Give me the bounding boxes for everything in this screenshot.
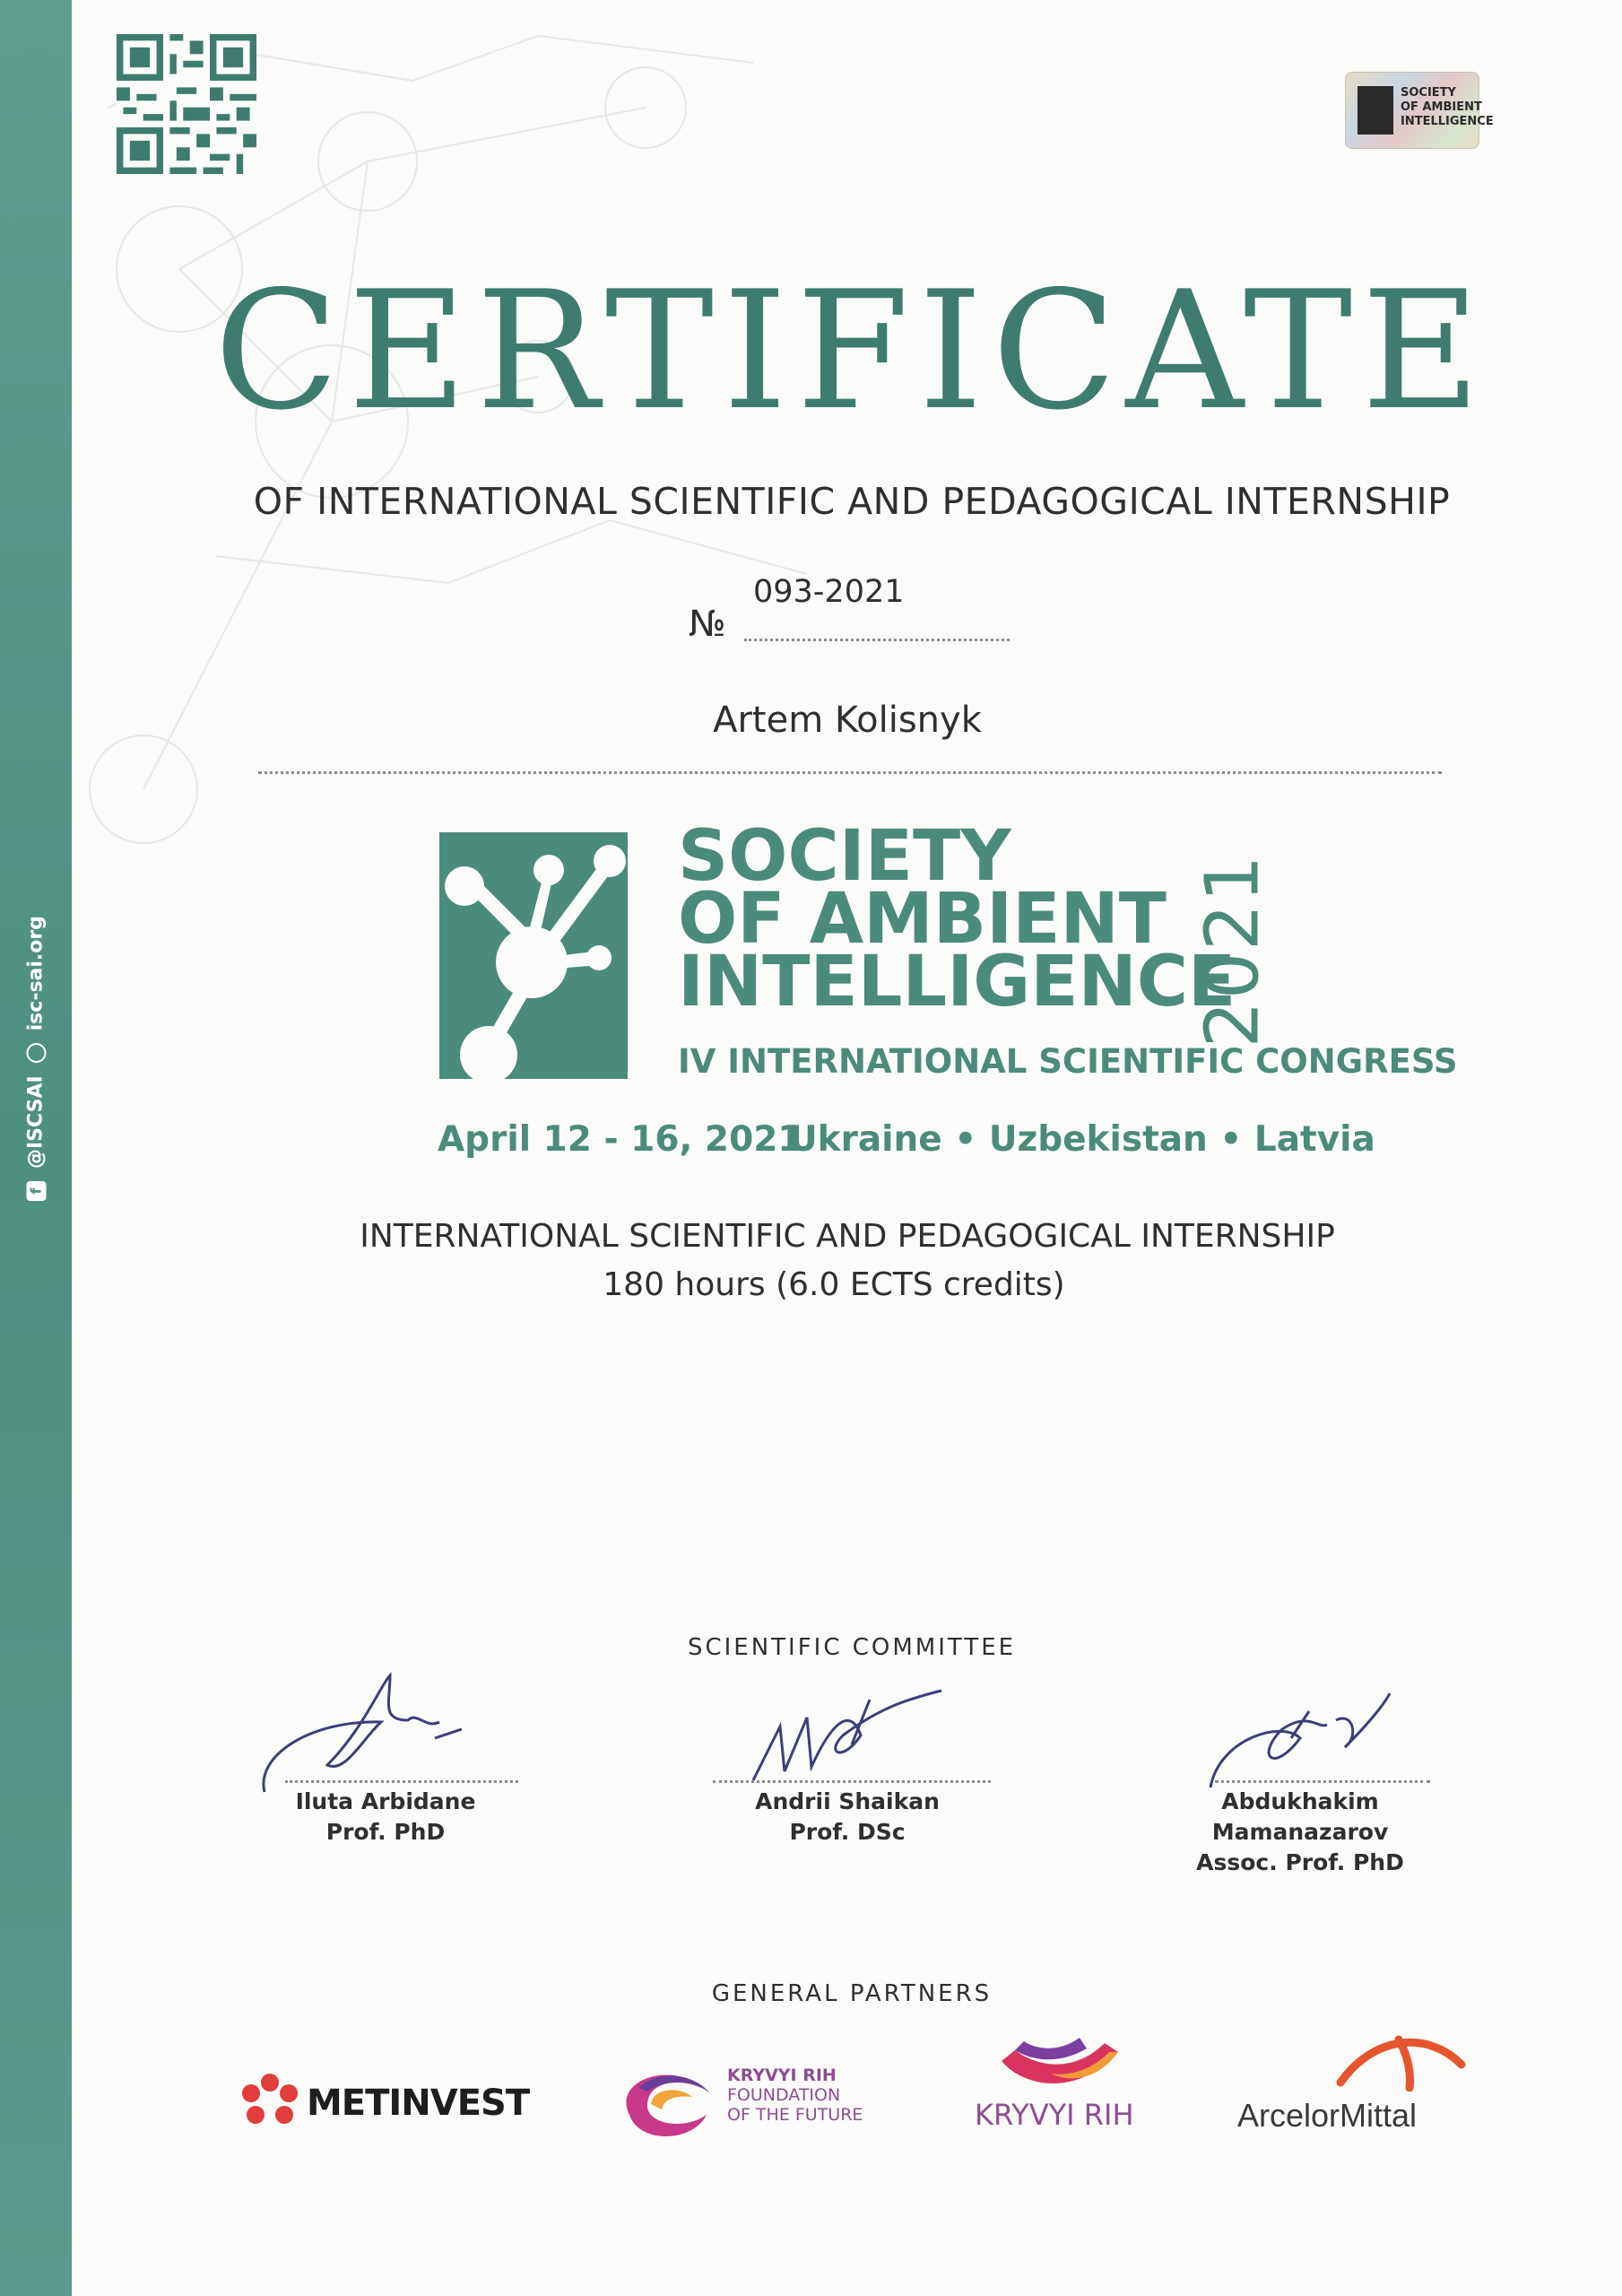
committee-member-3 — [1130, 1787, 1470, 1878]
kryvyi-rih-logo-text: KRYVYI RIH — [975, 2098, 1134, 2132]
globe-icon — [26, 1043, 46, 1063]
facebook-icon: f — [26, 1181, 46, 1201]
event-dates: April 12 - 16, 2021 — [438, 1119, 802, 1160]
hologram-logo-mark — [1357, 86, 1393, 135]
hologram-sticker — [1345, 72, 1494, 149]
kryvyi-rih-logo-icon — [997, 2034, 1123, 2097]
signature-line-2 — [713, 1780, 991, 1783]
certificate-subtitle: OF INTERNATIONAL SCIENTIFIC AND PEDAGOGICAL INTERNSHIP — [253, 480, 1451, 523]
committee-heading: SCIENTIFIC COMMITTEE — [687, 1634, 1017, 1661]
committee-member-2 — [708, 1787, 986, 1848]
certificate-title: CERTIFICATE — [213, 256, 1490, 446]
member-name: Andrii Shaikan — [755, 1788, 940, 1814]
congress-year: 2021 — [1190, 853, 1276, 1048]
metinvest-logo-text: METINVEST — [307, 2083, 530, 2124]
number-sign: № — [689, 604, 726, 645]
committee-member-1 — [251, 1787, 520, 1848]
foundation-logo-icon — [612, 2061, 716, 2144]
member-title: Prof. DSc — [789, 1819, 906, 1845]
qr-code — [117, 34, 256, 174]
website-url: isc-sai.org — [24, 916, 48, 1031]
foundation-logo-text: KRYVYI RIH FOUNDATION OF THE FUTURE — [727, 2066, 863, 2125]
number-underline — [744, 639, 1010, 641]
signature-abdukhakim-mamanazarov — [1201, 1684, 1408, 1801]
side-band-contacts — [25, 916, 48, 1201]
program-hours: 180 hours (6.0 ECTS credits) — [603, 1266, 1065, 1303]
facebook-handle: @ISCSAI — [24, 1075, 48, 1169]
member-title: Prof. PhD — [325, 1819, 446, 1845]
member-name: Iluta Arbidane — [295, 1788, 476, 1814]
arcelormittal-logo-text: ArcelorMittal — [1237, 2097, 1418, 2134]
signature-line-1 — [285, 1780, 518, 1783]
metinvest-logo-icon — [242, 2074, 298, 2129]
member-name: Abdukhakim Mamanazarov — [1211, 1788, 1389, 1845]
recipient-underline — [258, 771, 1442, 774]
signature-line-3 — [1215, 1780, 1430, 1783]
program-title: INTERNATIONAL SCIENTIFIC AND PEDAGOGICAL INTERNSHIP — [360, 1218, 1335, 1255]
arcelormittal-logo-icon — [1336, 2029, 1466, 2092]
hologram-text: SOCIETY OF AMBIENT INTELLIGENCE — [1401, 86, 1494, 128]
society-name: SOCIETY OF AMBIENT INTELLIGENCE — [678, 816, 1236, 1022]
member-title: Assoc. Prof. PhD — [1196, 1849, 1404, 1875]
event-locations: Ukraine • Uzbekistan • Latvia — [789, 1119, 1375, 1160]
certificate-number: 093-2021 — [753, 574, 905, 610]
society-logo-mark — [439, 832, 628, 1079]
congress-title: IV INTERNATIONAL SCIENTIFIC CONGRESS — [678, 1042, 1458, 1081]
recipient-name: Artem Kolisnyk — [713, 700, 982, 741]
partners-heading: GENERAL PARTNERS — [711, 1980, 993, 2007]
